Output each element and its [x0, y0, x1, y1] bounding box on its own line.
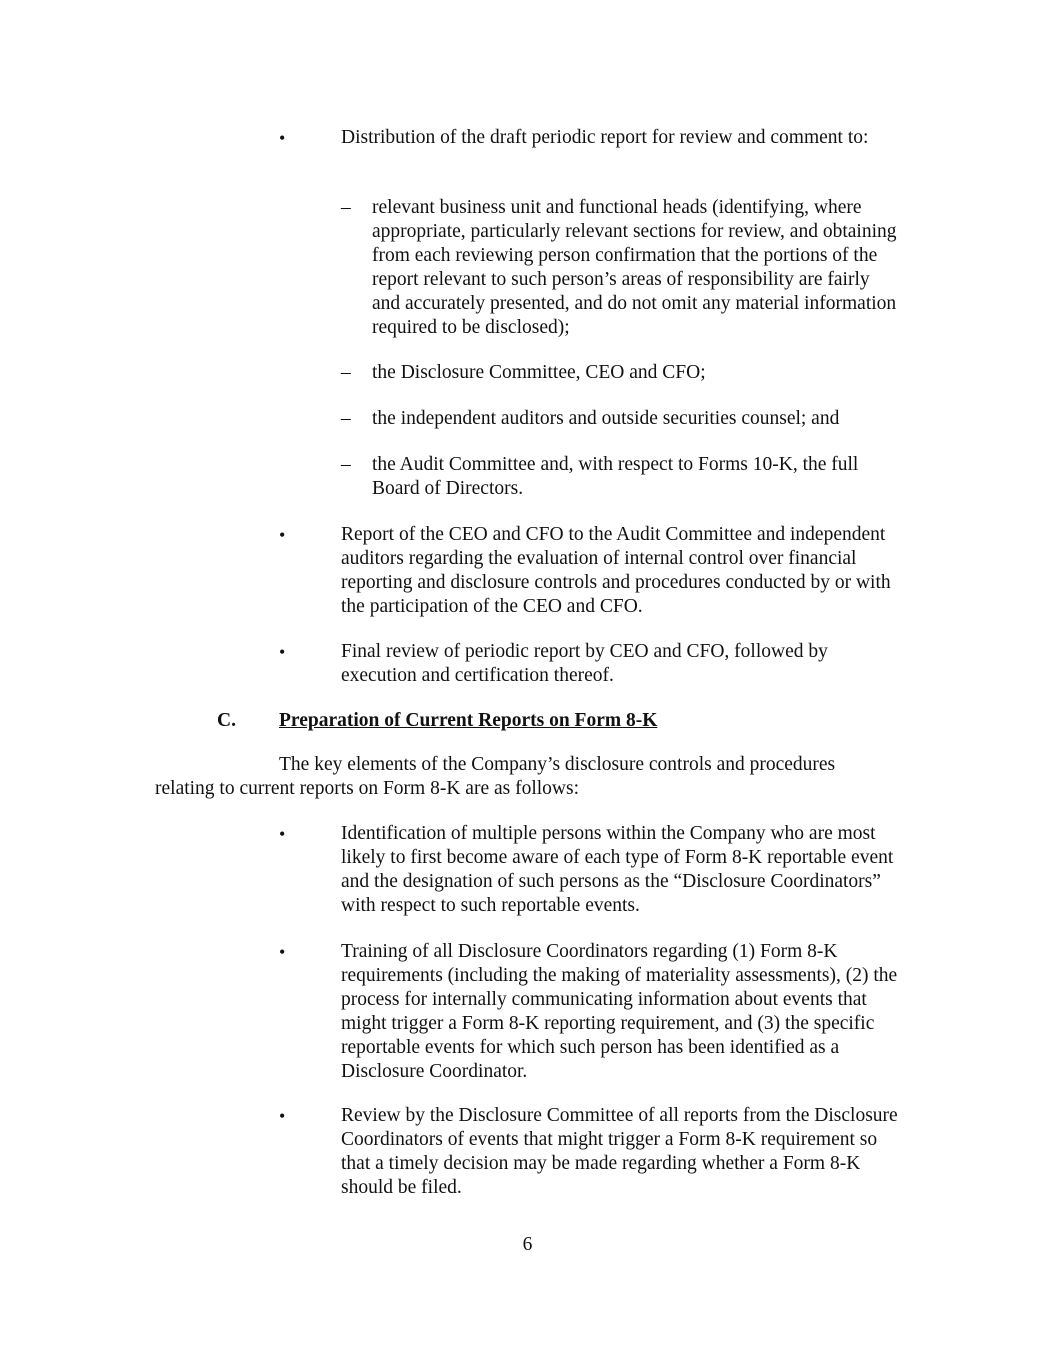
dash-icon: – — [341, 408, 351, 429]
list-item-text: Review by the Disclosure Committee of all reports from the Disclosure Coordinators of events that might trigger a Form 8-K requirement so that a timely decision may be made regarding whether a Form 8-K should be filed. — [341, 1105, 898, 1198]
sub-list-item-text: the Disclosure Committee, CEO and CFO; — [372, 362, 706, 383]
list-item-text: Report of the CEO and CFO to the Audit Committee and independent auditors regarding the evaluation of internal control over financial reporting and disclosure controls and procedures conducted by or with the participation of the CEO and CFO. — [341, 524, 891, 617]
bullet-icon: • — [279, 642, 286, 662]
sub-list-item-text: the Audit Committee and, with respect to Forms 10-K, the full Board of Directors. — [372, 454, 859, 499]
section-intro-paragraph: The key elements of the Company’s disclosure controls and procedures relating to current reports on Form 8-K are as follows: — [155, 754, 836, 799]
dash-icon: – — [341, 362, 351, 383]
bullet-icon: • — [279, 128, 286, 148]
dash-icon: – — [341, 197, 351, 218]
sub-list-item-text: the independent auditors and outside securities counsel; and — [372, 408, 840, 429]
page-number: 6 — [522, 1234, 533, 1255]
list-item-text: Training of all Disclosure Coordinators regarding (1) Form 8-K requirements (including the making of materiality assessments), (2) the process for internally communicating information about events that might trigger a Form 8-K reporting requirement, and (3) the specific reportable events for which such person has been identified as a Disclosure Coordinator. — [341, 941, 898, 1082]
list-item-text: Distribution of the draft periodic report for review and comment to: — [341, 127, 869, 148]
list-item-text: Identification of multiple persons within the Company who are most likely to first become aware of each type of Form 8-K reportable event and the designation of such persons as the “Disclosure Coordinators” with respect to such reportable events. — [341, 823, 894, 916]
list-item-text: Final review of periodic report by CEO and CFO, followed by execution and certification thereof. — [341, 641, 828, 686]
bullet-icon: • — [279, 1106, 286, 1126]
bullet-icon: • — [279, 525, 286, 545]
bullet-icon: • — [279, 942, 286, 962]
sub-list-item-text: relevant business unit and functional heads (identifying, where appropriate, particularly relevant sections for review, and obtaining from each reviewing person confirmation that the portions of the report relevant to such person’s areas of responsibility are fairly and accurately presented, and do not omit any material information required to be disclosed); — [372, 197, 897, 338]
bullet-icon: • — [279, 824, 286, 844]
section-title: Preparation of Current Reports on Form 8-K — [279, 710, 658, 731]
section-letter: C. — [217, 710, 236, 731]
dash-icon: – — [341, 454, 351, 475]
